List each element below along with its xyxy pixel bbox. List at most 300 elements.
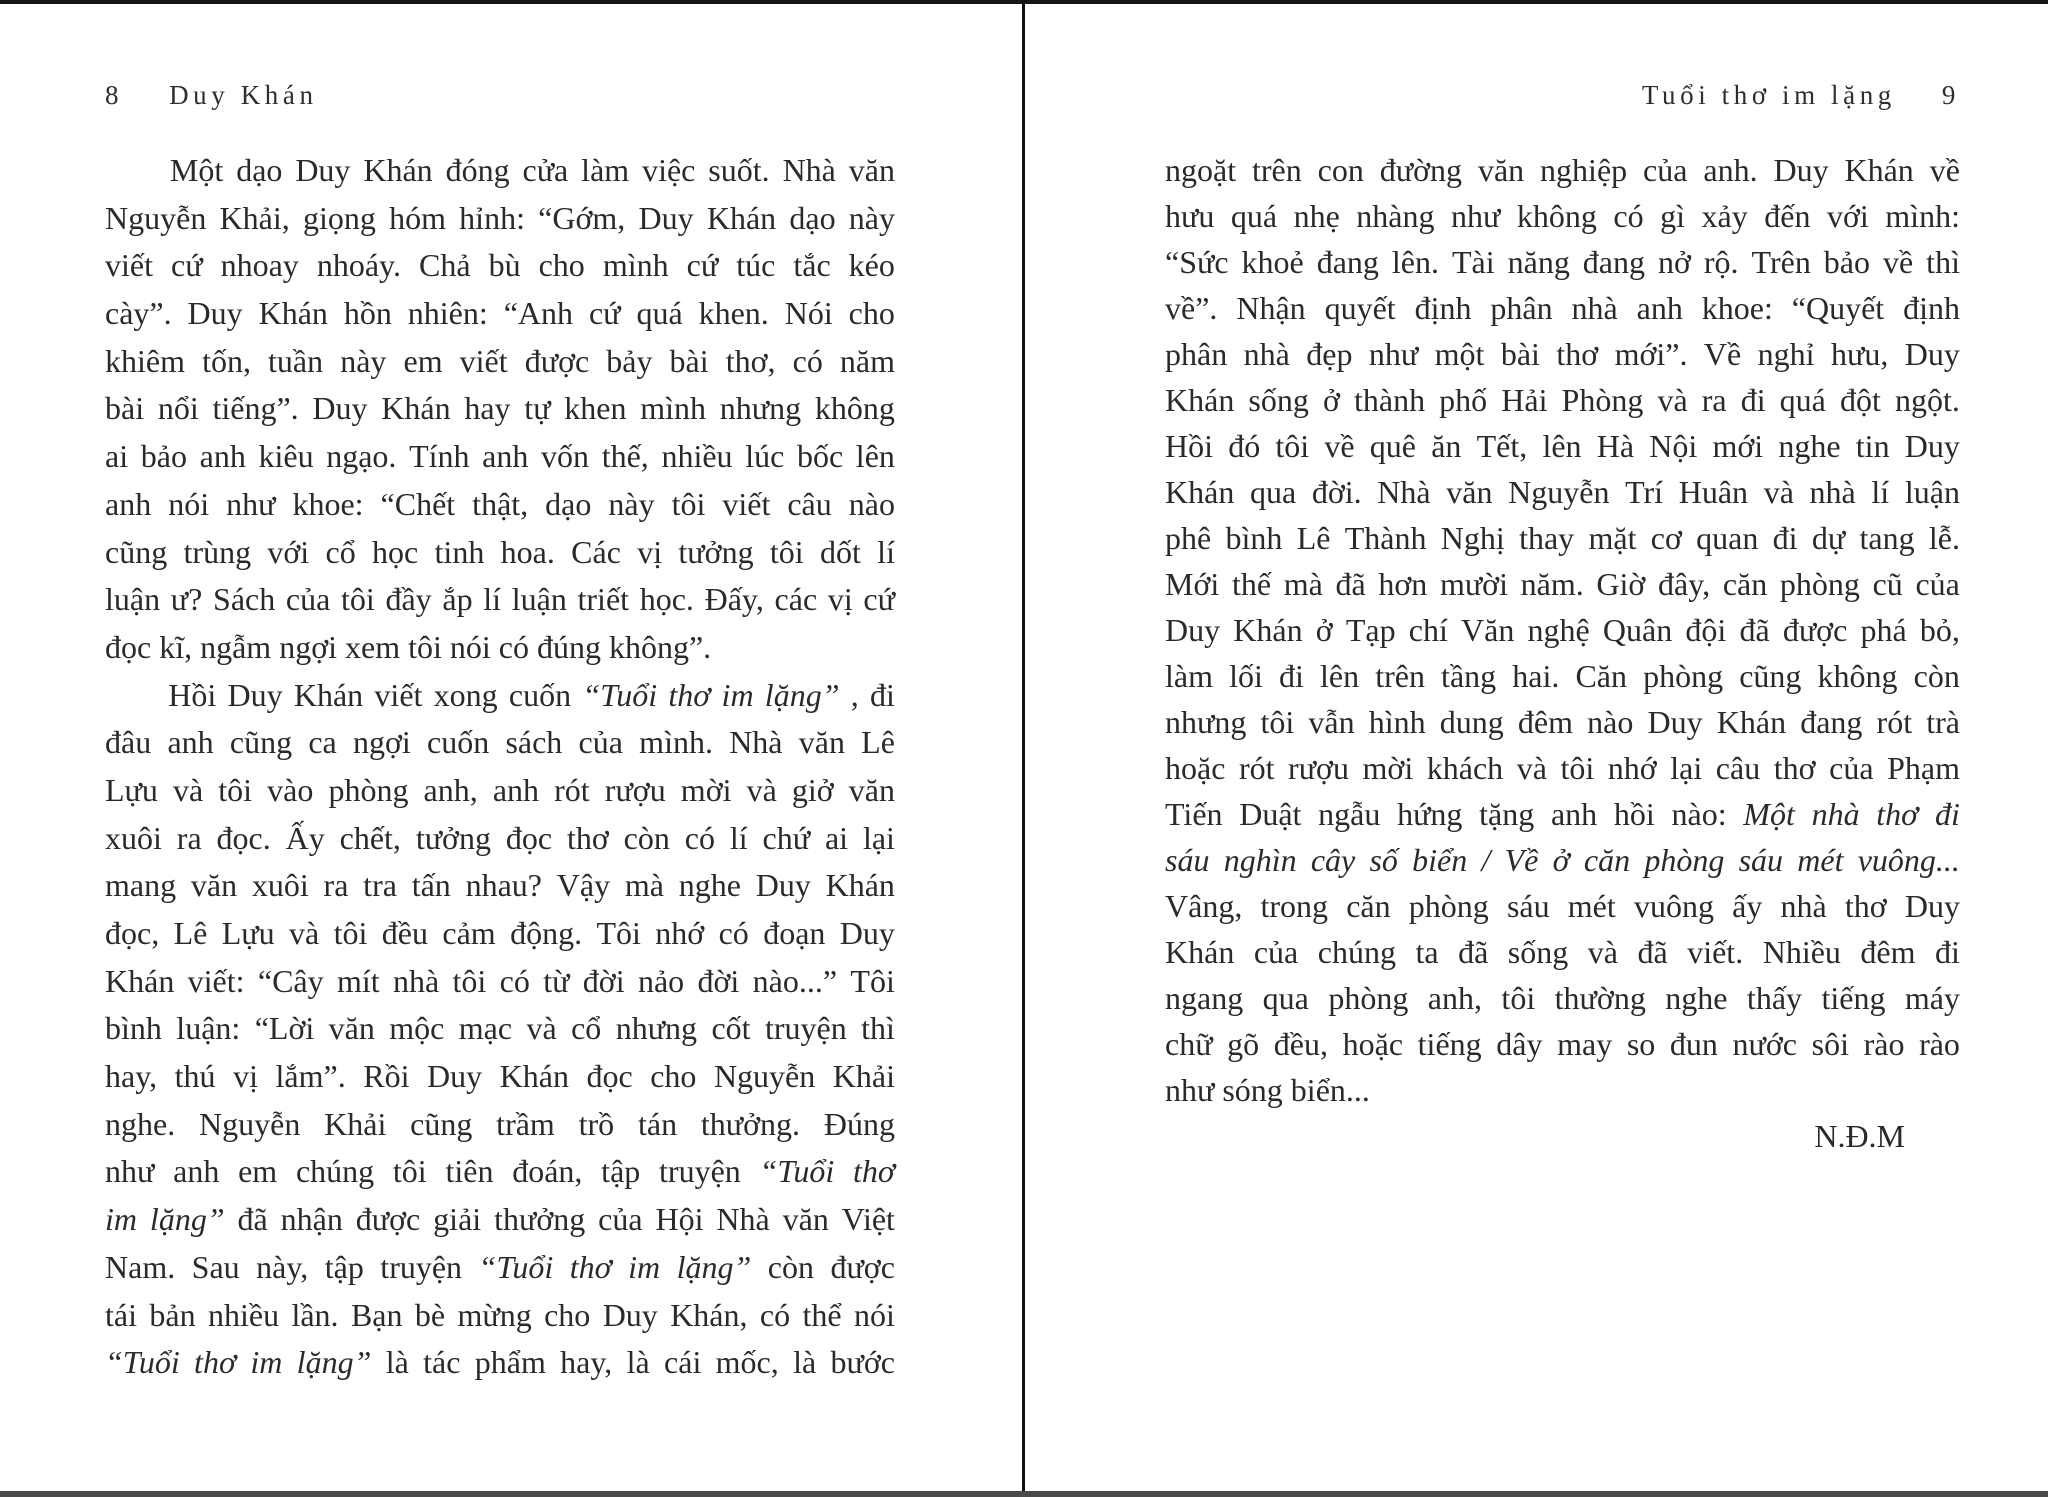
text-word: nghe bbox=[1665, 980, 1728, 1016]
text-line bbox=[105, 1153, 895, 1201]
left-running-head bbox=[105, 80, 895, 111]
text-word: và bbox=[1587, 934, 1618, 970]
text-line bbox=[1165, 382, 1960, 428]
text-word: Duy bbox=[1773, 152, 1829, 188]
text-word: nổi bbox=[157, 390, 199, 427]
text-word: “Tuổi bbox=[582, 676, 658, 713]
text-word: của bbox=[578, 724, 623, 761]
text-word: có bbox=[759, 1296, 791, 1333]
text-word: rót bbox=[1238, 750, 1275, 786]
text-word: của bbox=[1915, 566, 1960, 602]
text-word: và bbox=[746, 771, 777, 808]
text-word: dạo bbox=[789, 199, 836, 236]
text-word: chết, bbox=[339, 819, 401, 856]
text-word: động. bbox=[510, 915, 583, 951]
text-word: Trí bbox=[1625, 474, 1664, 510]
text-word: Bạn bbox=[350, 1296, 403, 1333]
text-word: nhiên: bbox=[407, 295, 488, 332]
text-line bbox=[1165, 198, 1960, 244]
text-word: Thành bbox=[1344, 520, 1427, 556]
text-word: “Tuổi bbox=[759, 1153, 835, 1190]
text-word: mình. bbox=[639, 724, 713, 761]
text-word: Nhà bbox=[729, 724, 783, 761]
text-word: bảo bbox=[140, 438, 187, 475]
text-word: anh, bbox=[423, 771, 478, 808]
right-page-body bbox=[1165, 152, 1960, 1164]
text-word: nào bbox=[848, 485, 895, 522]
text-line bbox=[105, 820, 895, 868]
text-word: từ bbox=[543, 962, 570, 999]
text-word: mừng bbox=[457, 1296, 532, 1333]
text-word: Khải bbox=[832, 1058, 895, 1095]
text-word: tôi bbox=[452, 962, 487, 999]
text-word: phê bbox=[1165, 520, 1212, 556]
text-word: nhà bbox=[1243, 336, 1290, 372]
text-line bbox=[105, 390, 895, 438]
text-word: nghệ bbox=[1527, 612, 1590, 648]
text-word: sách bbox=[505, 724, 563, 761]
text-word: bài bbox=[669, 342, 709, 379]
text-word: quá bbox=[1230, 198, 1278, 234]
text-word: Vậy bbox=[556, 867, 611, 904]
text-word: Nhà bbox=[716, 1201, 770, 1238]
text-word: vuông bbox=[1633, 888, 1714, 924]
text-word: hoặc bbox=[1165, 750, 1226, 786]
text-word: nói bbox=[168, 485, 210, 522]
text-line bbox=[105, 581, 895, 629]
text-line bbox=[105, 915, 895, 963]
text-word: Rồi bbox=[363, 1058, 410, 1095]
text-word: về bbox=[1324, 428, 1355, 464]
text-word: Tôi bbox=[596, 915, 641, 951]
text-word: ca bbox=[308, 724, 337, 761]
left-running-title: Duy Khán bbox=[169, 80, 318, 110]
text-word: anh bbox=[482, 438, 529, 475]
text-word: trà bbox=[1926, 704, 1960, 740]
text-word: nhiều bbox=[661, 438, 733, 475]
text-word: dây bbox=[1496, 1026, 1543, 1062]
text-word: quá bbox=[1779, 382, 1826, 418]
text-word: chữ bbox=[1165, 1026, 1213, 1062]
text-word: Một bbox=[169, 152, 224, 188]
text-word: học bbox=[372, 533, 419, 570]
text-word: bè bbox=[414, 1296, 446, 1333]
text-word: năm. bbox=[1520, 566, 1584, 602]
text-word: đã bbox=[237, 1201, 268, 1238]
text-word: thơ bbox=[566, 819, 609, 856]
text-word: có bbox=[499, 962, 530, 999]
text-word: đều, bbox=[1273, 1026, 1328, 1062]
text-word: lắm”. bbox=[275, 1058, 346, 1095]
text-word: bài bbox=[105, 390, 145, 427]
text-word: rộ. bbox=[1703, 244, 1739, 280]
text-word: nói bbox=[853, 1296, 895, 1333]
text-word: văn bbox=[1446, 474, 1493, 510]
text-word: tuần bbox=[268, 342, 324, 379]
text-word: câu bbox=[1715, 750, 1761, 786]
text-word: Nội bbox=[1649, 428, 1698, 464]
text-word: Nguyễn bbox=[1508, 474, 1610, 510]
text-word: quá bbox=[636, 295, 683, 332]
text-line bbox=[1165, 474, 1960, 520]
text-word: “Lời bbox=[254, 1010, 315, 1047]
text-word: “Tuổi bbox=[478, 1248, 554, 1285]
text-word: ở bbox=[1322, 382, 1340, 418]
text-word: suốt. bbox=[708, 152, 770, 188]
text-word: hai. bbox=[1512, 658, 1560, 694]
text-word: giải bbox=[433, 1201, 482, 1238]
text-word: rót bbox=[1876, 704, 1913, 740]
text-word: Duy bbox=[295, 152, 351, 188]
text-word: năm bbox=[839, 342, 895, 379]
text-word: nghiệp bbox=[1540, 152, 1628, 188]
text-word: được bbox=[355, 1201, 421, 1238]
text-word: trồ bbox=[578, 1105, 615, 1142]
text-word: nhà bbox=[1780, 888, 1827, 924]
text-word: may bbox=[1557, 1026, 1613, 1062]
text-word: này bbox=[848, 199, 895, 236]
text-word: truyện bbox=[764, 1010, 847, 1047]
text-word: không bbox=[1516, 198, 1597, 234]
text-word: hưu bbox=[1165, 198, 1215, 234]
text-line bbox=[1165, 980, 1960, 1026]
text-word: Nhà bbox=[1377, 474, 1431, 510]
text-word: cuốn bbox=[427, 724, 490, 761]
text-word: Văn bbox=[1461, 612, 1515, 648]
text-word: bản bbox=[149, 1296, 196, 1333]
text-word: phẩm bbox=[474, 1344, 546, 1381]
text-word: của bbox=[1643, 152, 1688, 188]
text-word: ở bbox=[1315, 612, 1333, 648]
text-word: tôi bbox=[1501, 980, 1536, 1016]
text-word: Khán bbox=[105, 962, 175, 999]
right-running-head bbox=[1165, 80, 1960, 111]
text-line bbox=[1165, 796, 1960, 842]
text-line bbox=[1165, 428, 1960, 474]
text-word: Đấy, bbox=[704, 581, 764, 618]
text-word: xảy bbox=[1701, 198, 1748, 234]
text-word: Hồi bbox=[1165, 428, 1213, 464]
text-line bbox=[105, 1344, 895, 1392]
text-word: anh bbox=[492, 771, 540, 808]
text-word: rào bbox=[1863, 1026, 1905, 1062]
text-word: có bbox=[1613, 198, 1644, 234]
text-word: về bbox=[1882, 244, 1914, 280]
text-word: như bbox=[1451, 198, 1501, 234]
text-line bbox=[105, 295, 895, 343]
text-line bbox=[1165, 1026, 1960, 1072]
text-word: này bbox=[608, 485, 655, 522]
text-word: đun bbox=[1669, 1026, 1718, 1062]
text-word: của bbox=[1253, 934, 1299, 970]
text-word: vuông... bbox=[1857, 842, 1960, 878]
text-word: thơ bbox=[569, 1248, 612, 1285]
text-word: thưởng bbox=[494, 1201, 586, 1238]
text-word: đoán, bbox=[512, 1153, 583, 1190]
text-word: đã bbox=[1637, 934, 1668, 970]
text-word: nhàng bbox=[1356, 198, 1435, 234]
text-line bbox=[105, 1297, 895, 1345]
text-word: nào bbox=[1587, 704, 1634, 740]
text-word: “Quyết bbox=[1791, 290, 1885, 326]
text-word: Duy bbox=[1647, 704, 1703, 740]
text-word: quê bbox=[1369, 428, 1416, 464]
text-word: viết bbox=[105, 247, 153, 284]
text-word: Khán bbox=[1716, 704, 1787, 740]
text-word: Nhận bbox=[1236, 290, 1306, 326]
text-word: cho bbox=[538, 247, 585, 284]
text-line bbox=[105, 1249, 895, 1297]
text-word: Khán bbox=[363, 152, 433, 188]
text-word: như bbox=[1368, 336, 1419, 372]
text-word: anh bbox=[173, 1153, 220, 1190]
text-word: thành bbox=[1353, 382, 1426, 418]
text-word: vẫn bbox=[1308, 704, 1355, 740]
text-word: sống bbox=[1507, 934, 1569, 970]
text-word: Huân bbox=[1678, 474, 1749, 510]
text-word: đêm bbox=[1860, 934, 1916, 970]
text-word: đâu bbox=[105, 724, 152, 761]
text-word: lên. bbox=[1391, 244, 1439, 280]
text-word: của bbox=[285, 581, 331, 618]
text-word: thay bbox=[1519, 520, 1575, 556]
text-word: văn bbox=[782, 1201, 829, 1238]
text-word: dung bbox=[1439, 704, 1504, 740]
text-word: cũng bbox=[410, 1105, 473, 1142]
text-word: truyện bbox=[380, 1248, 463, 1285]
text-word: mình bbox=[640, 390, 707, 427]
text-word: ngạo. bbox=[326, 438, 397, 475]
text-word: được bbox=[830, 1248, 895, 1285]
text-word: văn bbox=[1477, 152, 1525, 188]
text-word: dự bbox=[1811, 520, 1846, 556]
text-word: nước bbox=[1732, 1026, 1797, 1062]
text-word: Duy bbox=[187, 295, 243, 332]
text-word: hồi bbox=[1613, 796, 1655, 832]
text-word: Sau bbox=[191, 1248, 240, 1285]
text-word: cái bbox=[664, 1344, 702, 1381]
text-word: lặng” bbox=[296, 1344, 372, 1381]
text-word: cứ bbox=[588, 295, 621, 332]
text-line bbox=[105, 200, 895, 248]
text-word: cơ bbox=[1650, 520, 1682, 556]
text-word: làm bbox=[1165, 658, 1213, 694]
text-word: cổ bbox=[571, 1010, 602, 1047]
text-word: đang bbox=[1316, 244, 1379, 280]
text-word: với bbox=[267, 533, 310, 570]
text-word: Khán bbox=[1233, 612, 1303, 648]
text-word: Khán bbox=[1165, 382, 1235, 418]
text-word: tiếng bbox=[1417, 1026, 1482, 1062]
text-word: ở bbox=[1552, 842, 1570, 878]
text-word: đọc, bbox=[105, 915, 160, 951]
text-word: lễ. bbox=[1928, 520, 1960, 556]
text-word: xuôi bbox=[105, 819, 162, 856]
text-word: nhớ bbox=[1607, 750, 1657, 786]
text-word: là bbox=[793, 1344, 817, 1381]
text-word: Nguyễn bbox=[105, 199, 207, 236]
text-word: anh bbox=[167, 724, 214, 761]
text-word: ai bbox=[105, 438, 129, 475]
text-word: này, bbox=[256, 1248, 309, 1285]
text-word: Duy bbox=[1904, 428, 1960, 464]
text-word: phân bbox=[1165, 336, 1228, 372]
text-word: phân bbox=[1490, 290, 1553, 326]
text-word: mình bbox=[602, 247, 669, 284]
text-word: nhau? bbox=[465, 867, 542, 904]
text-word: kiêu bbox=[258, 438, 314, 475]
text-word: cây bbox=[1310, 842, 1356, 878]
text-word: về”. bbox=[1165, 290, 1218, 326]
text-word: vị bbox=[827, 581, 853, 618]
text-word: văn bbox=[798, 724, 845, 761]
text-word: đẹp bbox=[1306, 336, 1353, 372]
text-word: nhà bbox=[1571, 290, 1618, 326]
text-word: quyết bbox=[1324, 290, 1396, 326]
text-line bbox=[1165, 336, 1960, 382]
text-word: triết bbox=[577, 581, 630, 618]
text-word: rượu bbox=[1288, 750, 1349, 786]
text-word: Khán, bbox=[670, 1296, 748, 1333]
text-word: xuôi bbox=[251, 867, 309, 904]
text-word: nhưng bbox=[1165, 704, 1247, 740]
text-word: khoẻ bbox=[1241, 244, 1304, 280]
text-word: căn bbox=[1722, 566, 1768, 602]
text-word: bảy bbox=[606, 342, 653, 379]
text-word: Sách bbox=[213, 581, 276, 618]
text-word: rượu bbox=[604, 771, 666, 808]
text-word: đóng bbox=[445, 152, 510, 188]
text-word: Trên bbox=[1751, 244, 1811, 280]
text-word: thì bbox=[861, 1010, 895, 1047]
text-word: trên bbox=[1252, 152, 1302, 188]
text-word: được bbox=[1782, 612, 1848, 648]
text-word: có bbox=[684, 819, 715, 856]
text-word: anh bbox=[105, 485, 152, 522]
text-word: “Tuổi bbox=[105, 1344, 180, 1381]
text-word: cày”. bbox=[105, 295, 172, 332]
text-word: Tính bbox=[409, 438, 470, 475]
text-word: Phòng bbox=[1561, 382, 1644, 418]
text-word: tưởng bbox=[678, 533, 754, 570]
text-word: sáu bbox=[1165, 842, 1210, 878]
text-word: phòng bbox=[1328, 980, 1409, 1016]
text-word: cũng bbox=[105, 533, 168, 570]
text-word: và bbox=[1763, 474, 1794, 510]
text-word: thường bbox=[1554, 980, 1646, 1016]
text-line bbox=[105, 867, 895, 915]
text-word: nào: bbox=[1671, 796, 1727, 832]
text-word: đó bbox=[1228, 428, 1261, 464]
text-word: định bbox=[1903, 290, 1960, 326]
text-word: căn bbox=[1583, 842, 1631, 878]
text-word: nhà bbox=[1809, 474, 1856, 510]
text-word: thơ bbox=[1876, 796, 1919, 832]
text-word: Duật bbox=[1239, 796, 1302, 832]
text-word: đọc. bbox=[216, 819, 271, 856]
text-word: nghìn bbox=[1223, 842, 1297, 878]
text-word: tầng bbox=[1441, 658, 1497, 694]
text-word: mới”. bbox=[1614, 336, 1688, 372]
text-word: thì bbox=[1926, 244, 1960, 280]
text-word: cũ bbox=[1872, 566, 1903, 602]
text-word: định bbox=[1414, 290, 1472, 326]
text-word: bình bbox=[105, 1010, 162, 1047]
text-word: phòng bbox=[1408, 888, 1489, 924]
text-word: ngẫu bbox=[1318, 796, 1381, 832]
text-word: tiếng”. bbox=[212, 390, 299, 427]
text-word: Khán bbox=[825, 867, 895, 904]
text-word: thú bbox=[174, 1058, 216, 1095]
text-word: phòng bbox=[1779, 566, 1860, 602]
text-word: ấy bbox=[1732, 888, 1763, 924]
text-word: hứng bbox=[1397, 796, 1463, 832]
text-word: phòng bbox=[328, 771, 409, 808]
left-page-body bbox=[105, 152, 895, 1392]
text-word: thưởng. bbox=[700, 1105, 801, 1142]
text-word: xong bbox=[433, 676, 498, 713]
text-word: cứ bbox=[863, 581, 895, 618]
text-word: ta bbox=[1415, 934, 1439, 970]
text-word: tôi bbox=[1260, 704, 1295, 740]
text-word: biển bbox=[1412, 842, 1468, 878]
text-word: bỏ, bbox=[1919, 612, 1960, 648]
text-word: nhà bbox=[1811, 796, 1860, 832]
text-word: Khán bbox=[499, 1058, 569, 1095]
text-word: nhớ bbox=[655, 915, 705, 951]
text-word: chứ bbox=[762, 819, 811, 856]
text-word: nhiều bbox=[207, 1296, 280, 1333]
text-word: bốc bbox=[796, 438, 844, 475]
text-word: nghe bbox=[678, 867, 741, 904]
text-word: khoe: bbox=[1701, 290, 1773, 326]
text-word: Khán bbox=[1165, 934, 1235, 970]
text-word: hay, bbox=[105, 1058, 158, 1095]
text-word: luận: bbox=[176, 1010, 241, 1047]
text-word: cũng bbox=[229, 724, 293, 761]
text-word: tập bbox=[324, 1248, 364, 1285]
text-word: nảo bbox=[637, 962, 685, 999]
text-line bbox=[105, 152, 895, 200]
text-word: cốt bbox=[711, 1010, 751, 1047]
text-word: Việt bbox=[841, 1201, 895, 1238]
text-word: nhẹ bbox=[1293, 198, 1340, 234]
text-word: Căn bbox=[1575, 658, 1627, 694]
text-word: hồn bbox=[343, 295, 392, 332]
text-word: Khán bbox=[293, 676, 364, 713]
text-word: nhoáy. bbox=[316, 247, 401, 284]
text-line bbox=[105, 724, 895, 772]
text-line bbox=[1165, 244, 1960, 290]
text-word: thơ bbox=[194, 1344, 237, 1381]
text-word: tắc bbox=[793, 247, 831, 284]
text-line bbox=[1165, 520, 1960, 566]
text-word: thể bbox=[802, 1296, 842, 1333]
text-word: đi bbox=[1935, 934, 1960, 970]
text-word: tôi bbox=[671, 485, 706, 522]
text-word: em bbox=[403, 342, 443, 379]
text-word: máy bbox=[1904, 980, 1960, 1016]
text-word: Duy bbox=[426, 1058, 483, 1095]
text-word: lặng” bbox=[764, 676, 840, 713]
text-word: Tết, bbox=[1476, 428, 1528, 464]
text-word: Khải bbox=[324, 1105, 387, 1142]
text-word: và bbox=[526, 1010, 557, 1047]
text-word: Duy bbox=[839, 915, 895, 951]
text-word: đang bbox=[1800, 704, 1863, 740]
text-word: Lê bbox=[173, 915, 208, 951]
text-word: viết bbox=[459, 342, 508, 379]
